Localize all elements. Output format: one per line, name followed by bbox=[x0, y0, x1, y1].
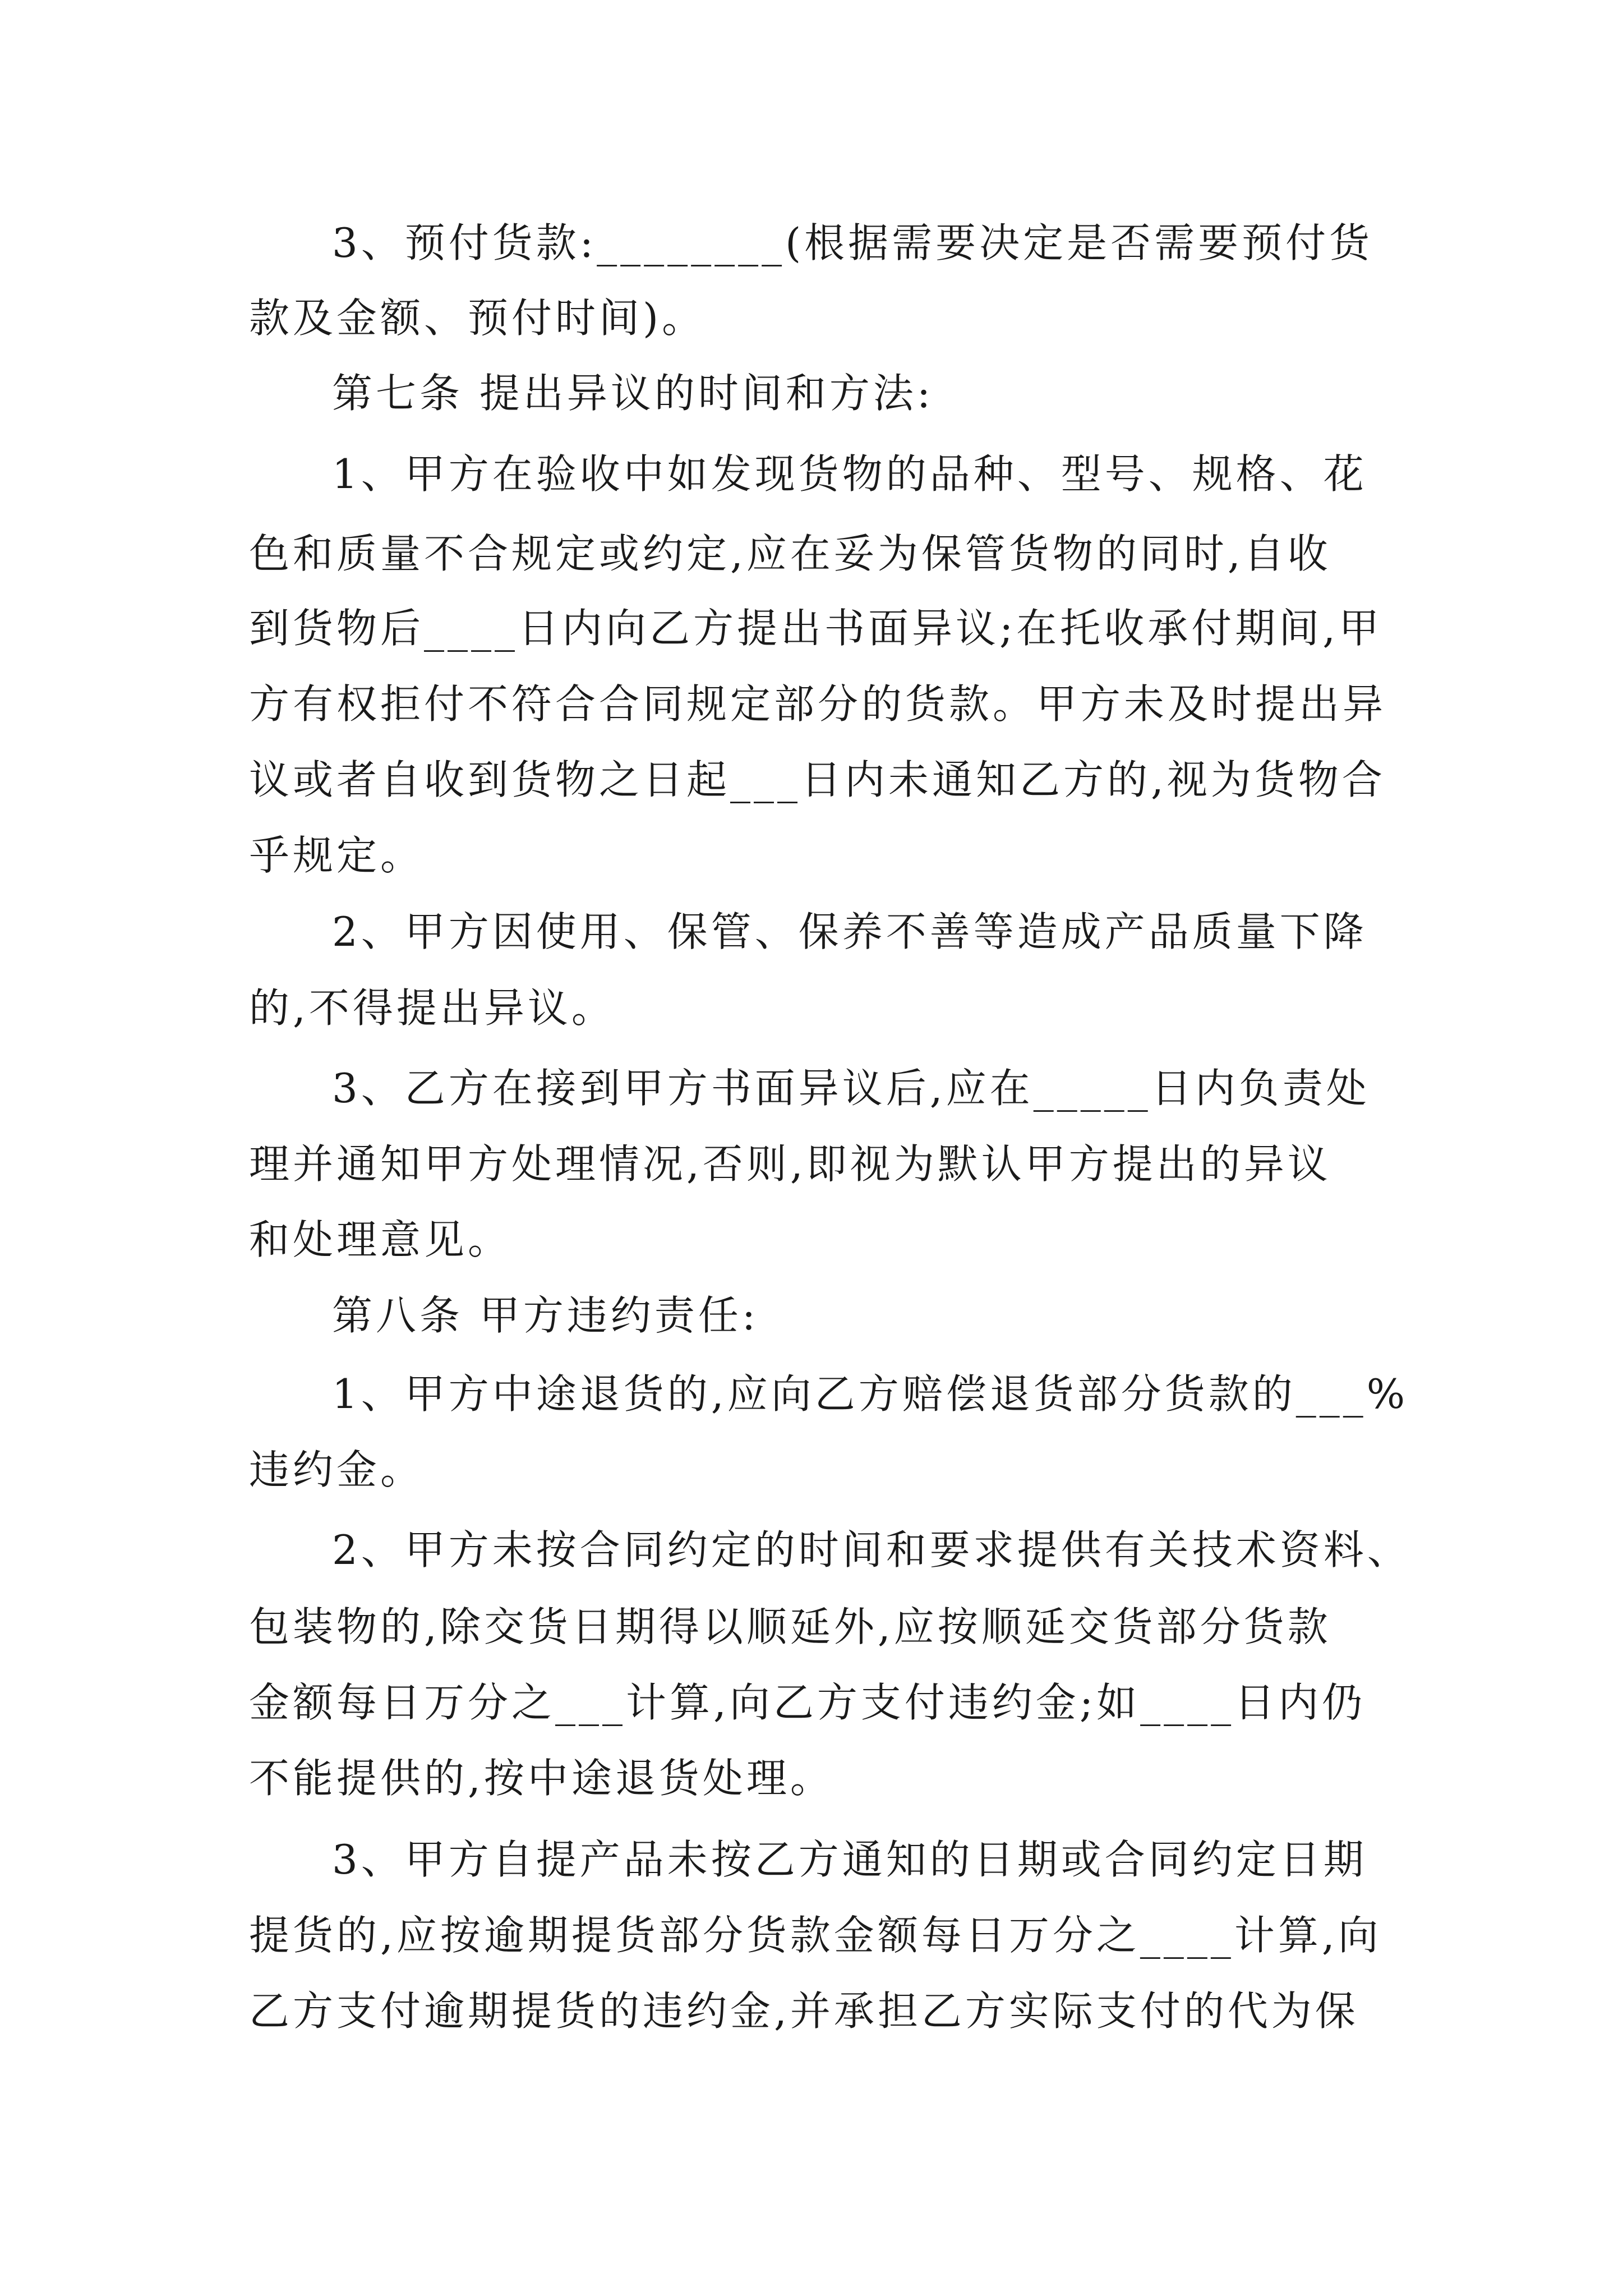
text-line: 理并通知甲方处理情况,否则,即视为默认甲方提出的异议 bbox=[249, 1140, 1331, 1188]
section-heading: 第八条 甲方违约责任: bbox=[332, 1292, 759, 1339]
text-line: 款及金额、预付时间)。 bbox=[249, 295, 706, 342]
text-line: 乎规定。 bbox=[249, 832, 425, 879]
text-line: 和处理意见。 bbox=[249, 1216, 512, 1263]
text-line: 提货的,应按逾期提货部分货款金额每日万分之____计算,向 bbox=[249, 1912, 1382, 1959]
text-line: 议或者自收到货物之日起___日内未通知乙方的,视为货物合 bbox=[249, 756, 1386, 803]
text-line: 包装物的,除交货日期得以顺延外,应按顺延交货部分货款 bbox=[249, 1603, 1331, 1650]
text-line: 2、甲方因使用、保管、保养不善等造成产品质量下降 bbox=[332, 908, 1367, 955]
text-line: 金额每日万分之___计算,向乙方支付违约金;如____日内仍 bbox=[249, 1679, 1366, 1726]
text-line: 3、乙方在接到甲方书面异议后,应在_____日内负责处 bbox=[332, 1065, 1370, 1112]
text-line: 3、预付货款:________(根据需要决定是否需要预付货 bbox=[332, 219, 1373, 266]
text-line: 1、甲方中途退货的,应向乙方赔偿退货部分货款的___% bbox=[332, 1370, 1409, 1418]
text-line: 色和质量不合规定或约定,应在妥为保管货物的同时,自收 bbox=[249, 530, 1331, 577]
text-line: 违约金。 bbox=[249, 1446, 425, 1493]
text-line: 1、甲方在验收中如发现货物的品种、型号、规格、花 bbox=[332, 450, 1367, 498]
text-line: 到货物后____日内向乙方提出书面异议;在托收承付期间,甲 bbox=[249, 605, 1383, 652]
text-line: 不能提供的,按中途退货处理。 bbox=[249, 1755, 834, 1802]
text-line: 3、甲方自提产品未按乙方通知的日期或合同约定日期 bbox=[332, 1836, 1367, 1883]
section-heading: 第七条 提出异议的时间和方法: bbox=[332, 370, 934, 417]
text-line: 乙方支付逾期提货的违约金,并承担乙方实际支付的代为保 bbox=[249, 1987, 1359, 2035]
text-line: 的,不得提出异议。 bbox=[249, 984, 615, 1032]
text-line: 方有权拒付不符合合同规定部分的货款。甲方未及时提出异 bbox=[249, 680, 1387, 728]
text-line: 2、甲方未按合同约定的时间和要求提供有关技术资料、 bbox=[332, 1526, 1411, 1573]
